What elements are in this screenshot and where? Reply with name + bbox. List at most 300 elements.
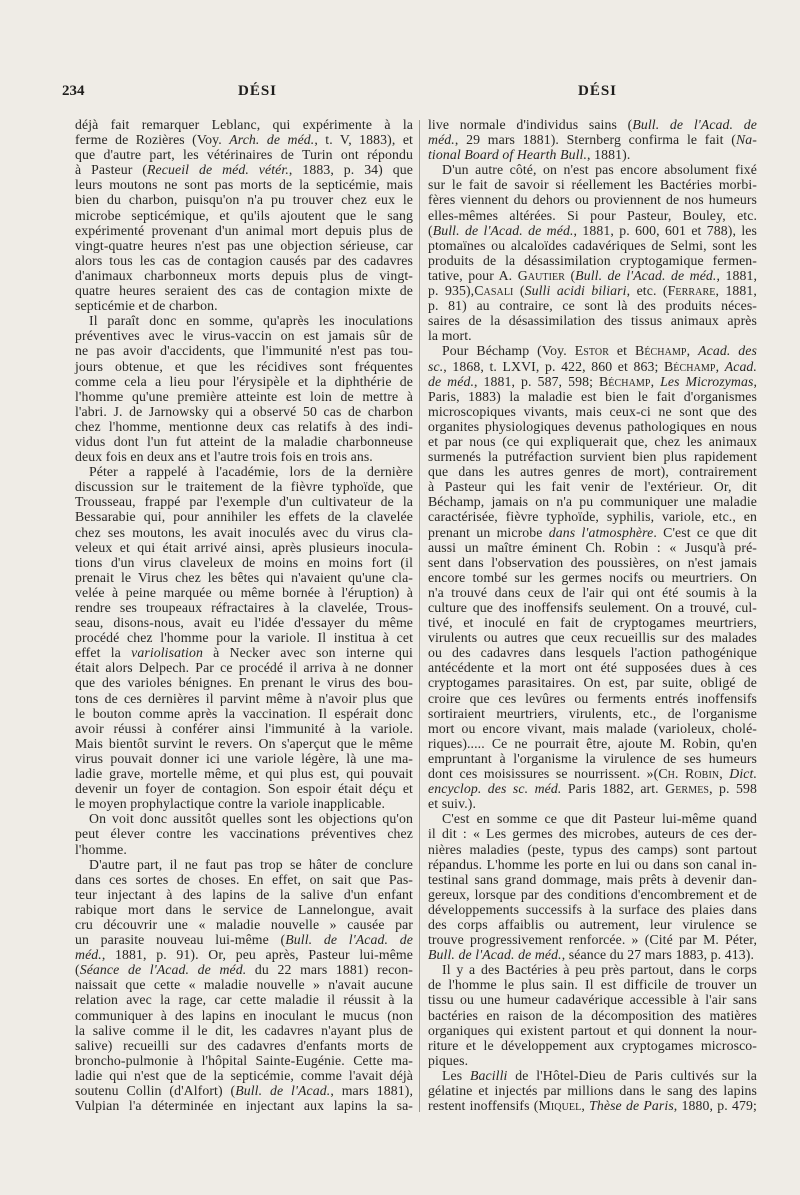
text-segment: prenant un microbe xyxy=(428,524,549,540)
text-segment: , 1881, xyxy=(716,267,758,283)
text-line xyxy=(428,857,757,872)
text-segment: , xyxy=(753,373,758,389)
text-line xyxy=(428,977,757,992)
left-column xyxy=(75,117,413,1113)
line-text xyxy=(75,509,413,524)
line-text xyxy=(428,555,757,570)
text-line xyxy=(75,298,413,313)
text-line xyxy=(428,872,757,887)
text-line xyxy=(75,374,413,389)
line-text xyxy=(428,117,757,132)
text-line xyxy=(75,675,413,690)
text-segment: ou des cadavres dans lesquels l'action pathogénique xyxy=(428,645,757,661)
text-line xyxy=(428,1083,757,1098)
text-line xyxy=(428,570,757,585)
line-text xyxy=(428,1083,757,1098)
paragraph xyxy=(428,117,757,162)
text-segment: la mort. xyxy=(428,328,472,344)
italic-citation: Bull. de l'Acad. de xyxy=(632,117,757,132)
line-text xyxy=(75,343,413,358)
text-line xyxy=(428,781,757,796)
line-text xyxy=(75,283,413,298)
line-text xyxy=(75,887,413,902)
small-caps-name: Casali xyxy=(474,283,514,299)
text-segment: alors tous les cas de contagion causés par des cadavres xyxy=(75,252,413,268)
text-segment: rabique mort dans le service de Lannelongue, avait xyxy=(75,901,413,917)
text-line xyxy=(75,736,413,751)
line-text xyxy=(75,570,413,585)
text-segment: virus pouvait donner ici une variole légère, là une ma- xyxy=(75,750,413,766)
text-segment: Trousseau, frappé par l'exemple d'un cultivateur de la xyxy=(75,494,413,510)
text-segment: rendre ses troupeaux réfractaires à la clavelée, Trous- xyxy=(75,600,413,615)
text-line xyxy=(428,404,757,419)
line-text xyxy=(428,766,757,781)
small-caps-name: Germes xyxy=(665,781,710,797)
line-text xyxy=(428,1053,468,1068)
text-segment: relation avec la rage, car cette maladie il réussit à la xyxy=(75,992,413,1008)
text-segment: , 29 mars 1881). Sternberg confirma le fait ( xyxy=(454,132,736,148)
text-line xyxy=(428,509,757,524)
line-text xyxy=(75,419,413,434)
italic-citation: méd. xyxy=(428,132,455,148)
italic-citation: Dict. xyxy=(729,766,757,782)
line-text xyxy=(428,359,757,374)
text-segment: Paris 1882, art. xyxy=(561,781,666,797)
text-segment: , 1881, p. 587, 598; xyxy=(474,373,599,389)
text-line xyxy=(75,660,413,675)
italic-citation: sc. xyxy=(428,358,444,374)
italic-citation: Bull. de l'Acad. de méd. xyxy=(432,222,574,238)
paragraph xyxy=(428,811,757,962)
text-line xyxy=(428,434,757,449)
text-line xyxy=(75,811,413,826)
text-line xyxy=(75,1053,413,1068)
text-segment: tions d'un virus claveleux de moins en moins fort (il xyxy=(75,554,413,570)
text-line xyxy=(75,389,413,404)
text-line xyxy=(428,751,757,766)
text-segment: chez ses moutons, les avait inoculés avec du virus cla- xyxy=(75,524,413,540)
line-text xyxy=(75,389,413,404)
paragraph xyxy=(75,464,413,811)
line-text xyxy=(428,479,757,494)
page-number: 234 xyxy=(62,83,85,99)
italic-citation: tional Board of Hearth Bull. xyxy=(428,147,588,163)
line-text xyxy=(428,192,757,207)
text-segment: que d'autre part, les vétérinaires de Turin ont répondu xyxy=(75,147,413,163)
text-segment: riture et le développement aux cryptogames microsco- xyxy=(428,1037,757,1053)
line-text xyxy=(428,147,630,162)
line-text xyxy=(75,992,413,1007)
line-text xyxy=(75,374,413,389)
text-segment: un parasite nouveau lui-même ( xyxy=(75,932,286,948)
running-head-left: DÉSI xyxy=(238,83,278,99)
text-segment: développements successifs à la surface des plaies dans xyxy=(428,901,757,917)
text-segment: organites physiologiques devenus pathologiques en nous xyxy=(428,418,757,434)
text-line xyxy=(75,947,413,962)
line-text xyxy=(75,781,413,796)
text-line xyxy=(428,328,757,343)
text-segment: Béchamp, jamais on n'a pu communiquer une maladie xyxy=(428,494,757,510)
line-text xyxy=(428,283,757,298)
running-head-right: DÉSI xyxy=(578,83,618,99)
line-text xyxy=(428,328,472,343)
text-segment: l'homme qu'une première atteinte est loin de mettre à xyxy=(75,388,413,404)
text-line xyxy=(75,857,413,872)
text-line xyxy=(428,208,757,223)
text-segment: Péter a rappelé à l'académie, lors de la dernière xyxy=(89,464,413,480)
text-line xyxy=(428,1008,757,1023)
text-segment: et xyxy=(609,343,636,359)
text-line xyxy=(75,525,413,540)
text-segment: le moyen prophylactique contre la variole inapplicable. xyxy=(75,796,386,812)
italic-citation: Séance de l'Acad. de méd. xyxy=(79,962,247,978)
text-line xyxy=(428,947,757,962)
text-segment: chez l'homme, mentionne deux cas relatifs à des indi- xyxy=(75,418,413,434)
text-line xyxy=(428,1023,757,1038)
line-text xyxy=(428,419,757,434)
text-line xyxy=(75,826,413,841)
text-line xyxy=(75,842,413,857)
text-line xyxy=(75,766,413,781)
text-segment: discussion sur le traitement de la fièvre typhoïde, que xyxy=(75,479,413,495)
line-text xyxy=(428,1098,757,1113)
small-caps-name: Gautier xyxy=(517,267,566,283)
text-segment: sent dans l'observation des poussières, on n'est jamais xyxy=(428,554,757,570)
text-line xyxy=(428,525,757,540)
line-text xyxy=(428,917,757,932)
text-segment: l'homme. xyxy=(75,841,127,857)
line-text xyxy=(75,147,413,162)
text-line xyxy=(75,872,413,887)
right-column xyxy=(428,117,757,1113)
text-line xyxy=(75,253,413,268)
text-segment: déjà fait remarquer Leblanc, qui expérimente à la xyxy=(75,117,413,132)
line-text xyxy=(75,555,413,570)
paragraph xyxy=(75,117,413,313)
line-text xyxy=(75,117,413,132)
text-segment: , 1868, t. LXVI, p. 422, 860 et 863; xyxy=(443,358,664,374)
text-line xyxy=(75,932,413,947)
text-segment: caractérisée, fièvre typhoïde, syphilis, variole, etc., en xyxy=(428,509,757,525)
text-segment: répandus. L'homme les porte en lui ou dans son canal in- xyxy=(428,856,757,872)
text-segment: dont ces moisissures se nourrissent. »( xyxy=(428,766,659,782)
text-line xyxy=(428,374,757,389)
paragraph xyxy=(75,811,413,856)
text-segment: ( xyxy=(513,283,525,299)
line-text xyxy=(428,645,757,660)
text-segment: devenir un foyer de contagion. Son espoir était déçu et xyxy=(75,781,413,797)
text-line xyxy=(75,751,413,766)
text-line xyxy=(75,268,413,283)
text-segment: veleux et qui était arrivé ainsi, après plusieurs inocula- xyxy=(75,539,413,555)
paragraph xyxy=(428,162,757,343)
text-line xyxy=(75,691,413,706)
text-segment: , 1881, xyxy=(715,283,757,299)
text-segment: que dans les autres genres de mort), contrairement xyxy=(428,464,757,480)
line-text xyxy=(428,857,757,872)
text-segment: microbe septicémique, et qu'ils ajoutent que le sang xyxy=(75,207,413,223)
line-text xyxy=(75,223,413,238)
text-segment: ( xyxy=(428,222,433,238)
text-segment: et par nous (ce qui expliquerait que, chez les animaux xyxy=(428,433,757,449)
text-line xyxy=(428,313,757,328)
text-segment: trouve progressivement renforcée. » (Cité par M. Péter, xyxy=(428,932,757,948)
text-segment: velée à peine marquée ou même bornée à l'éruption) à xyxy=(75,584,413,600)
italic-citation: Bull. de l'Acad. de méd. xyxy=(575,267,717,283)
text-line xyxy=(75,434,413,449)
line-text xyxy=(75,615,413,630)
text-line xyxy=(428,298,757,313)
text-line xyxy=(75,449,413,464)
text-segment: croire que ces levûres ou ferments entrés inoffensifs xyxy=(428,690,757,706)
line-text xyxy=(75,766,413,781)
text-segment: effet la xyxy=(75,645,132,661)
line-text xyxy=(428,374,757,389)
text-line xyxy=(428,494,757,509)
text-segment: Paris, 1883) la maladie est bien le fait d'organismes xyxy=(428,388,757,404)
text-segment: , 1881, p. 91). Or, peu après, Pasteur lui-même xyxy=(101,947,413,963)
text-segment: , xyxy=(650,373,661,389)
text-line xyxy=(428,479,757,494)
line-text xyxy=(428,449,757,464)
text-line xyxy=(428,721,757,736)
line-text xyxy=(89,313,413,328)
text-segment: culture que des inoffensifs seulement. On a trouvé, cul- xyxy=(428,600,757,615)
text-segment: , xyxy=(686,343,699,359)
paragraph xyxy=(75,313,413,464)
text-line xyxy=(75,419,413,434)
text-line xyxy=(75,359,413,374)
line-text xyxy=(75,842,127,857)
text-segment: ptomaïnes ou alcaloïdes cadavériques de Selmi, sont les xyxy=(428,237,757,253)
line-text xyxy=(75,540,413,555)
line-text xyxy=(428,781,757,796)
text-segment: ( xyxy=(565,267,576,283)
text-segment: , séance du 27 mars 1883, p. 413). xyxy=(561,947,755,963)
paragraph xyxy=(428,1068,757,1113)
text-segment: organiques qui existent partout et qui donnent la nour- xyxy=(428,1022,757,1038)
text-segment: jours obtenue, et que les récidives sont fréquentes xyxy=(75,358,413,374)
text-line xyxy=(428,268,757,283)
text-segment: communiquer à des lapins en inoculant le mucus (non xyxy=(75,1007,413,1023)
text-segment: broncho-pulmonie à l'hôpital Sainte-Eugénie. Cette ma- xyxy=(75,1052,413,1068)
text-line xyxy=(75,706,413,721)
text-segment: l'abri. J. de Jarnowsky qui a observé 50 cas de charbon xyxy=(75,403,413,419)
text-segment: Vulpian l'a déterminée en injectant aux lapins la sa- xyxy=(75,1098,413,1114)
text-segment: tissu ou une humeur cadavérique accessible à l'air sans xyxy=(428,992,757,1008)
text-segment: à Pasteur qui les fait venir de l'extérieur. Or, dit xyxy=(428,479,757,495)
paragraph xyxy=(428,343,757,811)
text-line xyxy=(75,404,413,419)
text-line xyxy=(75,283,413,298)
line-text xyxy=(442,811,757,826)
text-line xyxy=(428,706,757,721)
text-segment: testinal sans grand dommage, mais prêts à devenir dan- xyxy=(428,871,757,887)
text-segment: microscopiques vivants, mais ceux-ci ne sont que des xyxy=(428,403,757,419)
line-text xyxy=(75,1098,413,1113)
text-line xyxy=(428,162,757,177)
text-line xyxy=(75,192,413,207)
text-segment: cru découvrir une « maladie nouvelle » causée par xyxy=(75,916,413,932)
text-segment: quatre heures seraient des cas de contagion mixte de xyxy=(75,283,413,299)
line-text xyxy=(75,932,413,947)
text-segment: expérimenté provenant d'un animal mort depuis plus de xyxy=(75,222,413,238)
line-text xyxy=(75,675,413,690)
text-line xyxy=(75,540,413,555)
text-segment: deux fois en deux ans et l'autre trois fois en trois ans. xyxy=(75,449,373,465)
text-segment: cryptogames parasitaires. On est, par suite, obligé de xyxy=(428,675,757,691)
paragraph xyxy=(75,857,413,1114)
line-text xyxy=(428,1023,757,1038)
line-text xyxy=(75,736,413,751)
line-text xyxy=(75,494,413,509)
line-text xyxy=(75,253,413,268)
text-segment: sortiraient meurtriers, virulents, etc., de l'organisme xyxy=(428,705,757,721)
italic-citation: Bull. de l'Acad. de xyxy=(285,932,413,948)
text-segment: fères viennent du dehors ou proviennent de nos humeurs xyxy=(428,192,757,208)
text-line xyxy=(75,479,413,494)
line-text xyxy=(428,872,757,887)
text-line xyxy=(75,117,413,132)
small-caps-name: Béchamp xyxy=(635,343,687,359)
text-segment: tative, pour A. xyxy=(428,267,518,283)
text-line xyxy=(75,570,413,585)
line-text xyxy=(442,162,757,177)
text-segment: , 1881, p. 600, 601 et 788), les xyxy=(573,222,758,238)
text-segment: produits de la désassimilation cryptogamique fermen- xyxy=(428,252,757,268)
line-text xyxy=(75,1008,413,1023)
text-segment: procédé chez l'homme pour la variole. Il institua à cet xyxy=(75,630,413,646)
italic-citation: encyclop. des sc. méd. xyxy=(428,781,562,797)
text-line xyxy=(428,660,757,675)
text-line xyxy=(75,1023,413,1038)
line-text xyxy=(75,208,413,223)
text-segment: riques)..... Ce ne pourrait être, ajoute M. Robin, qu'en xyxy=(428,735,757,751)
text-segment: , xyxy=(719,766,730,782)
text-segment: la salive comme il le dit, les cadavres n'ayant plus de xyxy=(75,1022,413,1038)
text-segment: , mars 1881), xyxy=(330,1083,413,1098)
line-text xyxy=(75,660,413,675)
text-segment: à Pasteur ( xyxy=(75,162,148,178)
line-text xyxy=(75,962,413,977)
text-segment: empruntant à l'organisme la virulence de ses humeurs xyxy=(428,750,757,766)
line-text xyxy=(428,615,757,630)
line-text xyxy=(428,464,757,479)
text-segment: des corps affaiblis ou autrement, leur virulence se xyxy=(428,916,757,932)
text-segment: ne pas avoir d'accidents, que l'immunité n'est pas tou- xyxy=(75,343,413,359)
small-caps-name: Béchamp xyxy=(598,373,651,389)
text-segment: ladie grave, mortelle même, et qui plus est, qui pouvait xyxy=(75,766,413,782)
line-text xyxy=(428,630,757,645)
line-text xyxy=(428,540,757,555)
small-caps-name: Estor xyxy=(574,343,609,359)
text-line xyxy=(428,736,757,751)
text-segment: D'un autre côté, on n'est pas encore absolument fixé xyxy=(442,162,757,178)
text-line xyxy=(75,208,413,223)
line-text xyxy=(75,630,413,645)
line-text xyxy=(428,691,757,706)
line-text xyxy=(428,313,757,328)
line-text xyxy=(442,343,757,358)
line-text xyxy=(75,328,413,343)
text-segment: saires de la désassimilation des tissus animaux après xyxy=(428,313,757,329)
line-text xyxy=(428,223,757,238)
line-text xyxy=(75,1083,413,1098)
text-line xyxy=(75,1038,413,1053)
text-segment: dans ces sortes de choses. En effet, on sait que Pas- xyxy=(75,871,413,887)
text-segment: Mais bientôt survint le revers. On s'aperçut que le même xyxy=(75,735,413,751)
text-line xyxy=(428,796,757,811)
text-segment: mort ou encore vivant, mais malade (varioleux, cholé- xyxy=(428,720,757,736)
italic-citation: Bull. de l'Acad. de méd. xyxy=(428,947,562,963)
text-segment: , 1880, p. 479; xyxy=(673,1098,757,1114)
line-text xyxy=(75,977,413,992)
text-segment: , xyxy=(581,1098,590,1114)
text-line xyxy=(75,509,413,524)
text-line xyxy=(428,555,757,570)
italic-citation: Recueil de méd. vétér. xyxy=(147,162,289,178)
line-text xyxy=(428,389,757,404)
text-line xyxy=(428,766,757,781)
text-segment: tivé, et inoculé en fait de cryptogames meurtriers, xyxy=(428,615,757,631)
line-text xyxy=(89,857,413,872)
text-line xyxy=(75,1083,413,1098)
text-segment: à Necker avec son interne qui xyxy=(202,645,413,661)
line-text xyxy=(75,1023,413,1038)
line-text xyxy=(428,721,757,736)
text-line xyxy=(75,630,413,645)
line-text xyxy=(89,464,413,479)
text-line xyxy=(428,223,757,238)
line-text xyxy=(75,751,413,766)
line-text xyxy=(75,947,413,962)
text-segment: vidus dont l'un fut atteint de la maladie charbonneuse xyxy=(75,433,413,449)
text-segment: antécédente et la mort ont été supposées dues à ces xyxy=(428,660,757,676)
line-text xyxy=(428,1008,757,1023)
italic-citation: Na- xyxy=(736,132,757,148)
text-line xyxy=(75,781,413,796)
text-segment: de l'Hôtel-Dieu de Paris cultivés sur la xyxy=(507,1067,758,1083)
line-text xyxy=(428,706,757,721)
line-text xyxy=(428,751,757,766)
line-text xyxy=(428,208,757,223)
text-line xyxy=(428,147,757,162)
text-line xyxy=(75,992,413,1007)
text-line xyxy=(75,494,413,509)
line-text xyxy=(89,811,413,826)
line-text xyxy=(75,177,413,192)
line-text xyxy=(75,479,413,494)
line-text xyxy=(442,962,757,977)
column-rule xyxy=(419,120,420,1112)
italic-citation: dans l'atmosphère xyxy=(548,524,654,540)
text-segment: que des varioles bénignes. En prenant le virus des bou- xyxy=(75,675,413,691)
line-text xyxy=(75,434,413,449)
text-segment: d'animaux charbonneux morts depuis plus de vingt- xyxy=(75,267,413,283)
italic-citation: Les Microzymas xyxy=(660,373,754,389)
text-line xyxy=(428,811,757,826)
text-segment: C'est en somme ce que dit Pasteur lui-même quand xyxy=(442,811,757,827)
line-text xyxy=(75,706,413,721)
text-segment: teur injectant à des lapins de la salive d'un enfant xyxy=(75,886,413,902)
line-text xyxy=(428,947,754,962)
line-text xyxy=(75,691,413,706)
line-text xyxy=(75,872,413,887)
line-text xyxy=(428,238,757,253)
text-segment: gereux, lorsque par des conditions d'encombrement et de xyxy=(428,886,757,902)
line-text xyxy=(428,570,757,585)
line-text xyxy=(75,238,413,253)
